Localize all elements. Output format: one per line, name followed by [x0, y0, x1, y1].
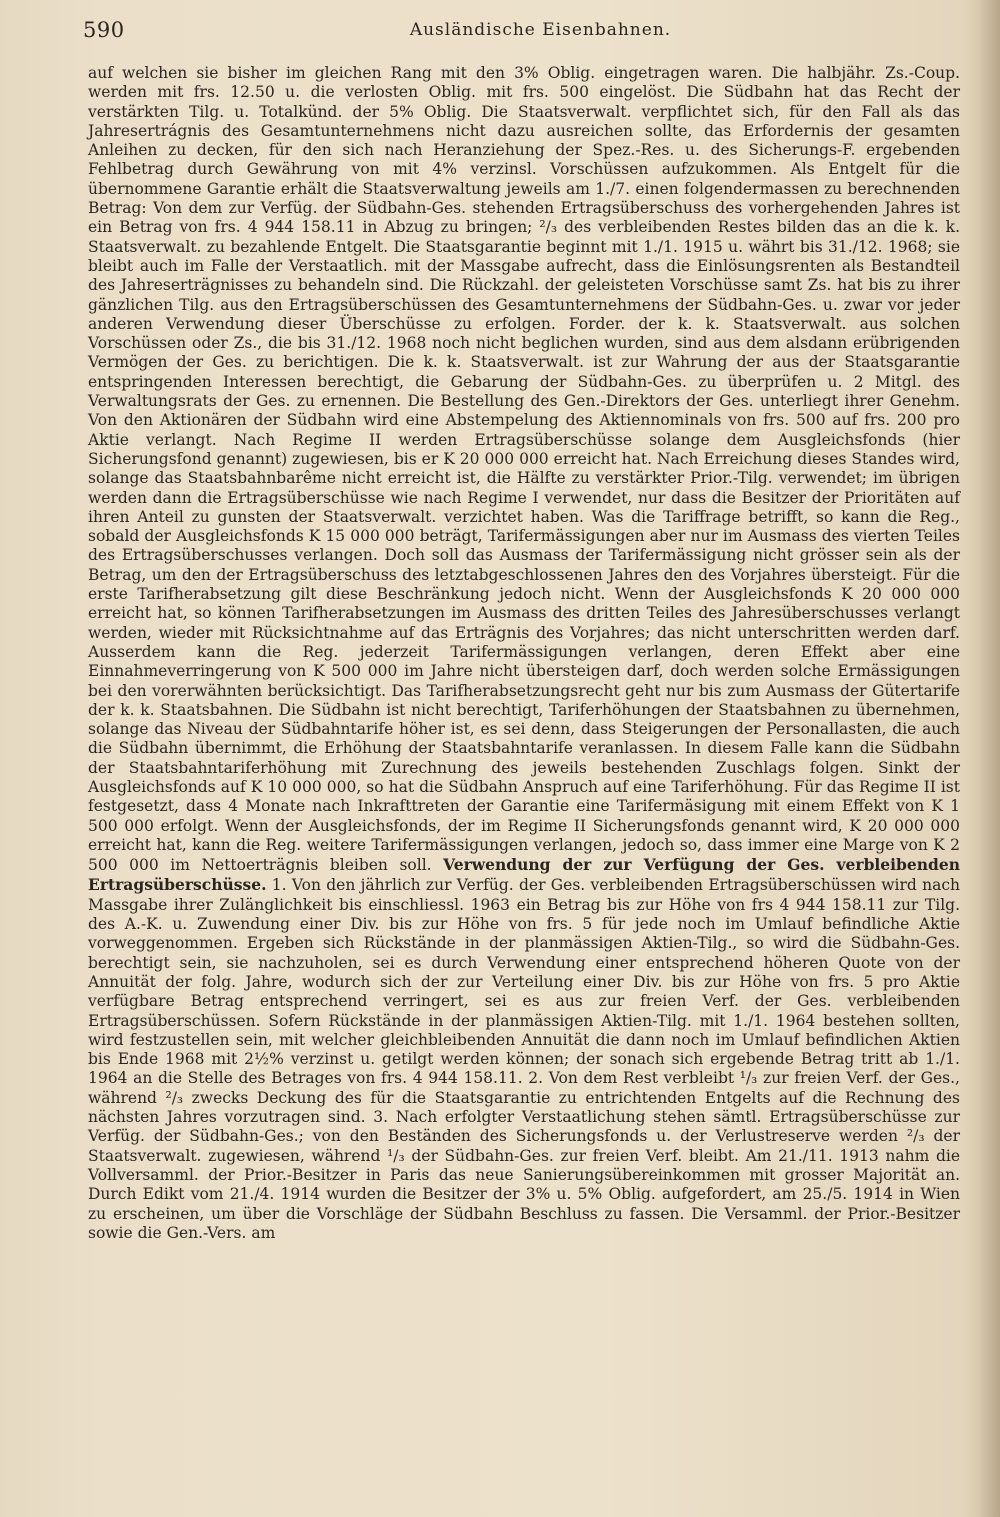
page-header — [83, 18, 958, 48]
section-heading-bold: Verwendung der zur Verfügung der Ges. verbleibenden Ertragsüberschüsse. — [88, 855, 960, 895]
body-paragraph — [88, 64, 960, 1243]
running-title: Ausländische Eisenbahnen. — [409, 20, 672, 40]
body-text-part2: 1. Von den jährlich zur Verfüg. der Ges. verbleibenden Ertragsüberschüssen wird nach Massgabe ihrer Zulänglichkeit bis einschliessl. 1963 ein Betrag bis zur Höhe von frs 4 944 158.11 zur Tilg. des A.-K. u. Zuwendung einer Div. bis zur Höhe von frs. 5 für jede noch im Umlauf befindliche Aktie vorweggenommen. Ergeben sich Rückstände in der planmässigen Aktien-Tilg., so wird die Südbahn-Ges. berechtigt sein, sie nachzuholen, sei es durch Verwendung einer entsprechend höheren Quote von der Annuität der folg. Jahre, wodurch sich der zur Verteilung einer Div. bis zur Höhe von frs. 5 pro Aktie verfügbare Betrag entsprechend verringert, sei es aus zur freien Verf. der Ges. verbleibenden Ertragsüberschüssen. Sofern Rückstände in der planmässigen Aktien-Tilg. mit 1./1. 1964 bestehen sollten, wird festzustellen sein, mit welcher gleichbleibenden Annuität die dann noch im Umlauf befindlichen Aktien bis Ende 1968 mit 2½% verzinst u. getilgt werden können; der sonach sich ergebende Betrag tritt ab 1./1. 1964 an die Stelle des Betrages von frs. 4 944 158.11. 2. Von dem Rest verbleibt ¹/₃ zur freien Verf. der Ges., während ²/₃ zwecks Deckung des für die Staatsgarantie zu entrichtenden Entgelts auf die Rechnung des nächsten Jahres vorzutragen sind. 3. Nach erfolgter Verstaatlichung stehen sämtl. Ertragsüberschüsse zur Verfüg. der Südbahn-Ges.; von den Beständen des Sicherungsfonds u. der Verlustreserve werden ²/₃ der Staatsverwalt. zugewiesen, während ¹/₃ der Südbahn-Ges. zur freien Verf. bleibt. Am 21./11. 1913 nahm die Vollversamml. der Prior.-Besitzer in Paris das neue Sanierungsübereinkommen mit grosser Majorität an. Durch Edikt vom 21./4. 1914 wurden die Besitzer der 3% u. 5% Oblig. aufgefordert, am 25./5. 1914 in Wien zu erscheinen, um über die Vorschläge der Südbahn Beschluss zu fassen. Die Versamml. der Prior.-Besitzer sowie die Gen.-Vers. am — [88, 876, 960, 1242]
page-number: 590 — [83, 18, 125, 42]
body-text-part1: auf welchen sie bisher im gleichen Rang mit den 3% Oblig. eingetragen waren. Die halbjähr. Zs.-Coup. werden mit frs. 12.50 u. die verlosten Oblig. mit frs. 500 eingelöst. Die Südbahn hat das Recht der verstärkten Tilg. u. Totalkünd. der 5% Oblig. Die Staatsverwalt. verpflichtet sich, für den Fall als das Jahresertrágnis des Gesamtunternehmens nicht dazu ausreichen sollte, das Erfordernis der gesamten Anleihen zu decken, für den sich nach Heranziehung der Spez.-Res. u. des Sicherungs-F. ergebenden Fehlbetrag durch Gewährung von mit 4% verzinsl. Vorschüssen aufzukommen. Als Entgelt für die übernommene Garantie erhält die Staatsverwaltung jeweils am 1./7. einen folgendermassen zu berechnenden Betrag: Von dem zur Verfüg. der Südbahn-Ges. stehenden Ertragsüberschuss des vorhergehenden Jahres ist ein Betrag von frs. 4 944 158.11 in Abzug zu bringen; ²/₃ des verbleibenden Restes bilden das an die k. k. Staatsverwalt. zu bezahlende Entgelt. Die Staatsgarantie beginnt mit 1./1. 1915 u. währt bis 31./12. 1968; sie bleibt auch im Falle der Verstaatlich. mit der Massgabe aufrecht, dass die Einlösungsrenten als Bestandteil des Jahreserträgnisses zu behandeln sind. Die Rückzahl. der geleisteten Vorschüsse samt Zs. hat bis zu ihrer gänzlichen Tilg. aus den Ertragsüberschüssen des Gesamtunternehmens der Südbahn-Ges. u. zwar vor jeder anderen Verwendung dieser Überschüsse zu erfolgen. Forder. der k. k. Staatsverwalt. aus solchen Vorschüssen oder Zs., die bis 31./12. 1968 noch nicht beglichen wurden, sind aus dem alsdann erübrigenden Vermögen der Ges. zu berichtigen. Die k. k. Staatsverwalt. ist zur Wahrung der aus der Staatsgarantie entspringenden Interessen berechtigt, die Gebarung der Südbahn-Ges. zu überprüfen u. 2 Mitgl. des Verwaltungsrats der Ges. zu ernennen. Die Bestellung des Gen.-Direktors der Ges. unterliegt ihrer Genehm. Von den Aktionären der Südbahn wird eine Abstempelung des Aktiennominals von frs. 500 auf frs. 200 pro Aktie verlangt. Nach Regime II werden Ertragsüberschüsse solange dem Ausgleichsfonds (hier Sicherungsfond genannt) zugewiesen, bis er K 20 000 000 erreicht hat. Nach Erreichung dieses Standes wird, solange das Staatsbahnbarême nicht erreicht ist, die Hälfte zu verstärkter Prior.-Tilg. verwendet; im übrigen werden dann die Ertragsüberschüsse wie nach Regime I verwendet, nur dass die Besitzer der Prioritäten auf ihren Anteil zu gunsten der Staatsverwalt. verzichtet haben. Was die Tariffrage betrifft, so kann die Reg., sobald der Ausgleichsfonds K 15 000 000 beträgt, Tarifermässigungen aber nur im Ausmass des vierten Teiles des Ertragsüberschusses verlangen. Doch soll das Ausmass der Tarifermässigung nicht grösser sein als der Betrag, um den der Ertragsüberschuss des letztabgeschlossenen Jahres den des Vorjahres übersteigt. Für die erste Tarifherabsetzung gilt diese Beschränkung jedoch nicht. Wenn der Ausgleichsfonds K 20 000 000 erreicht hat, so können Tarifherabsetzungen im Ausmass des dritten Teiles des Jahresüberschusses verlangt werden, wieder mit Rücksichtnahme auf das Erträgnis des Vorjahres; das nicht unterschritten werden darf. Ausserdem kann die Reg. jederzeit Tarifermässigungen verlangen, deren Effekt aber eine Einnahmeverringerung von K 500 000 im Jahre nicht übersteigen darf, doch werden solche Ermässigungen bei den vorerwähnten berücksichtigt. Das Tarifherabsetzungsrecht geht nur bis zum Ausmass der Gütertarife der k. k. Staatsbahnen. Die Südbahn ist nicht berechtigt, Tariferhöhungen der Staatsbahnen zu übernehmen, solange das Niveau der Südbahntarife höher ist, es sei denn, dass Steigerungen der Personallasten, die auch die Südbahn übernimmt, die Erhöhung der Staatsbahntarife veranlassen. In diesem Falle kann die Südbahn der Staatsbahntariferhöhung mit Zurechnung des jeweils bestehenden Zuschlags folgen. Sinkt der Ausgleichsfonds auf K 10 000 000, so hat die Südbahn Anspruch auf eine Tariferhöhung. Für das Regime II ist festgesetzt, dass 4 Monate nach Inkrafttreten der Garantie eine Tarifermäsigung mit einem Effekt von K 1 500 000 erfolgt. Wenn der Ausgleichsfonds, der im Regime II Sicherungsfonds genannt wird, K 20 000 000 erreicht hat, kann die Reg. weitere Tarifermässigungen verlangen, jedoch so, dass immer eine Marge von K 2 500 000 im Nettoerträgnis bleiben soll. — [88, 64, 960, 875]
page-edge-shadow — [978, 0, 1000, 1517]
